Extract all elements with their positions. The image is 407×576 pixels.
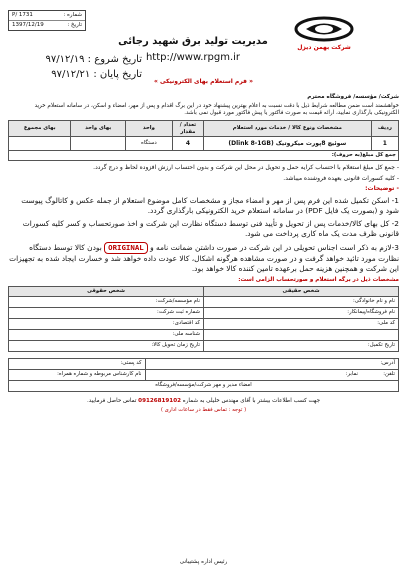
items-table (8, 120, 399, 161)
legal-field-company[interactable]: نام مؤسسه/شرکت: (9, 296, 204, 307)
col-legal-person: شخص حقوقی (9, 286, 204, 296)
legal-field-delivery-date[interactable]: تاریخ زمان تحویل کالا: (9, 340, 204, 351)
col-real-person: شخص حقیقی (204, 286, 399, 296)
form-number-label: شماره : (63, 12, 82, 18)
table-row (9, 296, 399, 307)
real-field-completion-date[interactable]: تاریخ تکمیل: (204, 340, 399, 351)
form-date-row (9, 21, 85, 30)
footer-info-after: تماس حاصل فرمایید. (86, 397, 137, 404)
management-title: مدیریت تولید برق شهید رجائی (118, 36, 268, 47)
note-item-3 (8, 242, 399, 274)
note-item-1: 1- اسکن تکمیل شده این فرم پس از مهر و امضاء مجاز و مشخصات کامل موضوع استعلام از جمله عکس و کاتالوگ پیوست شود و (بصورت یک فایل PDF) در سامانه استعلام خرید الکترونیکی بارگذاری گردد. (21, 195, 399, 215)
form-number-value: P/ 1731 (12, 12, 33, 18)
postal-code-field[interactable]: کد پستی: (9, 358, 146, 369)
person-header-row (9, 286, 399, 296)
table-row (9, 358, 399, 369)
note-1: - جمع کل مبلغ استعلام با احتساب کرایه حمل و تحویل در محل این شرکت و بدون احتساب ارزش افزوده لحاظ و درج گردد. (93, 164, 399, 172)
col-total-price: بهای مجموع (9, 120, 71, 136)
start-date: تاریخ شروع : ۹۷/۱۲/۱۹ (45, 54, 142, 65)
legal-field-national-id[interactable]: شناسه ملی: (9, 329, 204, 340)
bahman-diesel-logo-icon (294, 16, 354, 42)
col-description: مشخصات ونوع کالا / خدمات مورد استعلام (204, 120, 372, 136)
required-details-heading: مشخصات ذیل در برگه استعلام و صورتحساب الزامی است: (238, 276, 399, 283)
col-row: ردیف (371, 120, 398, 136)
note-2: - کلیه کسورات قانونی بعهده فروشنده میباشد. (283, 174, 399, 182)
real-field-national-code[interactable]: کد ملی: (204, 318, 399, 329)
original-badge: ORIGINAL (104, 242, 148, 254)
legal-field-registration[interactable]: شماره ثبت شرکت: (9, 307, 204, 318)
company-brand: شرکت بهمن دیزل (297, 44, 351, 51)
notes-section (8, 164, 399, 273)
col-quantity: تعداد / مقدار (172, 120, 203, 136)
total-row (9, 151, 399, 161)
employee-field[interactable]: نام کارشناس مربوطه و شماره همراه: (9, 369, 146, 380)
office-hours-note: ( توجه : تماس فقط در ساعات اداری ) (160, 406, 247, 413)
cell-row: 1 (371, 137, 398, 151)
footer-info-before: جهت کسب اطلاعات بیشتر با آقای مهندس خلیلی به شماره (182, 397, 321, 404)
footer-info (8, 398, 399, 414)
table-row (9, 340, 399, 351)
address-field[interactable]: آدرس: (145, 358, 399, 369)
signature-field[interactable]: امضاء مدیر و مهر شرکت/مؤسسه/فروشگاه (9, 380, 399, 391)
col-unit: واحد (126, 120, 173, 136)
person-details-table (8, 286, 399, 352)
cell-description: سوئیچ 8پورت میکروتیک (Dlink 8-1GB) (204, 137, 372, 151)
end-date: تاریخ پایان : ۹۷/۱۲/۲۱ (51, 68, 142, 80)
form-date-label: تاریخ : (67, 21, 82, 28)
cell-unit: دستگاه (126, 137, 173, 151)
header (8, 6, 399, 88)
form-number-row (9, 11, 85, 21)
notes-heading: - توضیحات: (365, 185, 399, 193)
website-link[interactable]: http://www.rpgm.ir (145, 52, 241, 63)
note-item-3-before: 3-لازم به ذکر است اجناس تحویلی در این شرکت در صورت داشتن ضمانت نامه و (150, 242, 399, 252)
form-title: « فرم استعلام بهای الکترونیکی » (154, 78, 253, 85)
note-item-2: 2- کل بهای کالا/خدمات پس از تحویل و تأیید فنی توسط دستگاه نظارت این شرکت و اخذ صورتحساب و کسر کلیه کسورات قانونی ظرف مدت یک ماه کاری پرداخت می شود. (22, 218, 399, 238)
real-field-empty[interactable] (204, 329, 399, 340)
form-meta-box (8, 10, 86, 31)
phone-field[interactable] (145, 369, 399, 380)
legal-field-economic-code[interactable]: کد اقتصادی: (9, 318, 204, 329)
total-in-words[interactable]: جمع کل مبلغ(به حروف): (9, 151, 399, 161)
cell-total-price[interactable] (9, 137, 71, 151)
cell-quantity: 4 (172, 137, 203, 151)
note-item-3-after: بودن کالا توسط دستگاه نظارت مورد تائید خواهد گرفت و در صورت مشاهده هرگونه اشکال، کالا عودت داده خواهد شد و خسارت ایجاد شده به تجهیزات این شرکت و همچنین هزینه حمل برعهده تامین کننده کالا خواهد بود. (9, 242, 399, 273)
table-row (9, 307, 399, 318)
real-field-shop[interactable]: نام فروشگاه/پیمانکار: (204, 307, 399, 318)
contact-phone-number[interactable]: 09126819102 (138, 397, 181, 404)
intro-text: خواهشمند است ضمن مطالعه شرایط ذیل با دقت نسبت به اعلام بهترین پیشنهاد خود در این برگ اقدام و پس از مهر، امضاء و اسکن، در سامانه استعلام خرید الکترونیکی بارگذاری نمایید، ارائه قیمت به صورت فاکتور یا پیش فاکتور مورد قبول نمی باشد. (34, 102, 399, 116)
company-logo (289, 16, 359, 52)
table-row (9, 318, 399, 329)
phone-label: تلفن: (383, 371, 395, 378)
cell-unit-price[interactable] (71, 137, 126, 151)
intro-section (8, 94, 399, 117)
contact-table (8, 358, 399, 392)
support-head-signature: رئیس اداره پشتیبانی (179, 559, 228, 566)
table-row (9, 329, 399, 340)
table-row (9, 380, 399, 391)
real-field-name[interactable]: نام و نام خانوادگی: (204, 296, 399, 307)
col-unit-price: بهای واحد (71, 120, 126, 136)
form-date-value: 1397/12/19 (12, 21, 44, 28)
table-row (9, 137, 399, 151)
items-header-row (9, 120, 399, 136)
table-row (9, 369, 399, 380)
fax-label: نمابر: (345, 371, 358, 378)
addressee: شرکت/ مؤسسه/ فروشگاه محترم (307, 94, 399, 100)
